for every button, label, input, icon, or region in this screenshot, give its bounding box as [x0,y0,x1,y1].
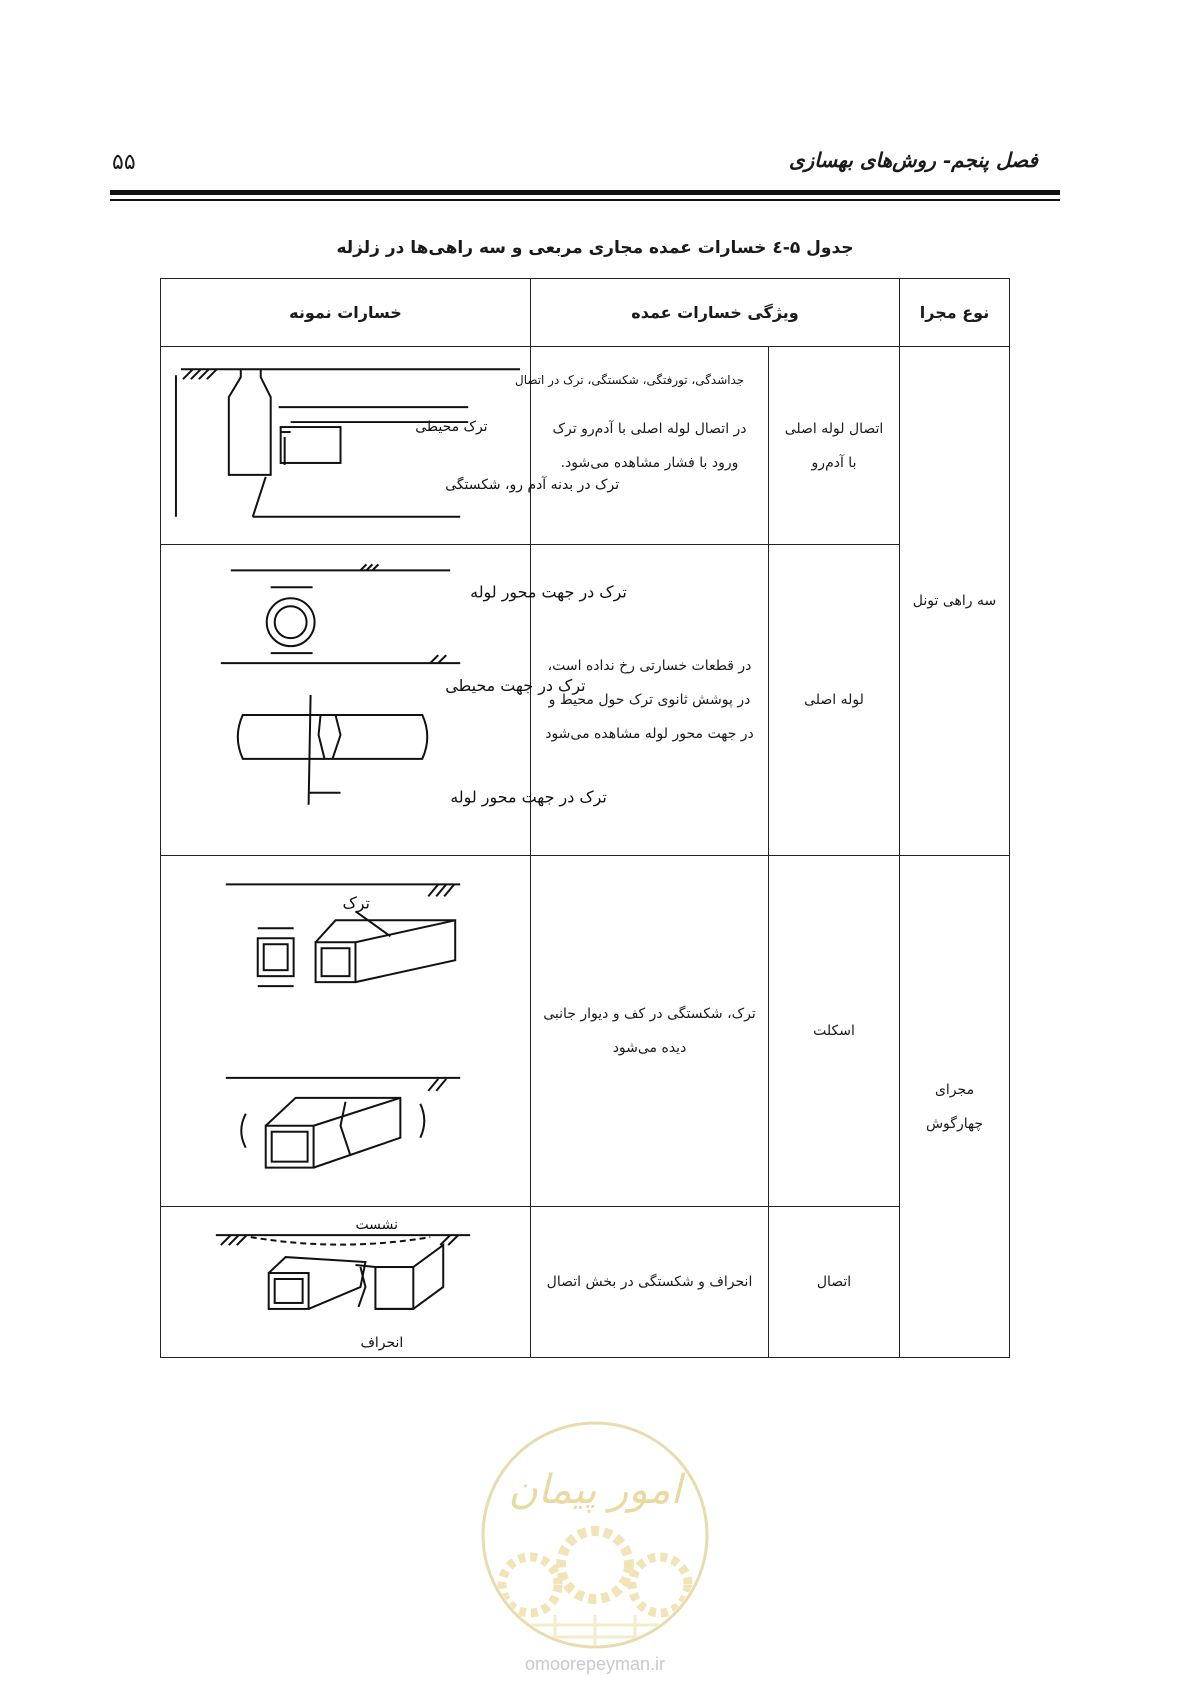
figure-cell [161,545,627,856]
table-header-row [161,279,1010,347]
chapter-title: فصل پنجم- روش‌های بهسازی [788,148,1038,172]
seal-text: امور پیمان [508,1467,682,1513]
figure-label: ترک در بدنه آدم رو، شکستگی [445,476,620,493]
figure-label: ترک در جهت محور لوله [450,787,607,807]
table-row [161,347,1010,545]
table-row [161,856,1010,1207]
type-cell: سه راهی تونل [900,347,1010,856]
box-culvert-frame-figure [161,856,530,1206]
feature-cell: انحراف و شکستگی در بخش اتصال [531,1207,769,1358]
feature-cell: در قطعات خسارتی رخ نداده است، در پوشش ثانوی ترک حول محیط و در جهت محور لوله مشاهده می‌شود [531,545,769,856]
figure-label: ترک محیطی [415,419,488,436]
table-row [161,545,1010,856]
part-cell: اسکلت [769,856,900,1207]
figure-cell [161,856,531,1207]
damage-table [160,278,1010,1358]
figure-label: ترک در جهت محیطی [445,676,586,696]
figure-cell [161,1207,531,1358]
site-watermark: omoorepeyman.ir [524,1654,666,1674]
seal-watermark [475,1415,715,1655]
figure-label: انحراف [360,1334,404,1351]
figure-label: ترک [342,893,371,913]
header-type: نوع مجرا [900,279,1010,347]
table-caption: جدول ۵-٤ خسارات عمده مجاری مربعی و سه راهی‌ها در زلزله [336,238,854,258]
part-cell: اتصال لوله اصلی با آدم‌رو [769,347,900,545]
part-cell: اتصال [769,1207,900,1358]
figure-label: جداشدگی، تورفتگی، شکستگی، ترک در اتصال [515,373,745,388]
figure-label: ترک در جهت محور لوله [470,582,627,602]
type-cell: مجرای چهارگوش [900,856,1010,1358]
box-culvert-joint-figure [161,1207,530,1357]
main-pipe-figure [161,545,627,855]
table-row [161,1207,1010,1358]
header-rule-thick [110,190,1060,195]
header-damage-feature: ویژگی خسارات عمده [531,279,900,347]
header-sample-damage: خسارات نمونه [161,279,531,347]
feature-cell: در اتصال لوله اصلی با آدم‌رو ترک ورود با فشار مشاهده می‌شود. [531,347,769,545]
page-number: ۵۵ [112,150,136,175]
header-rule-thin [110,199,1060,201]
feature-cell: ترک، شکستگی در کف و دیوار جانبی دیده می‌شود [531,856,769,1207]
figure-label: نشست [355,1217,398,1234]
part-cell: لوله اصلی [769,545,900,856]
